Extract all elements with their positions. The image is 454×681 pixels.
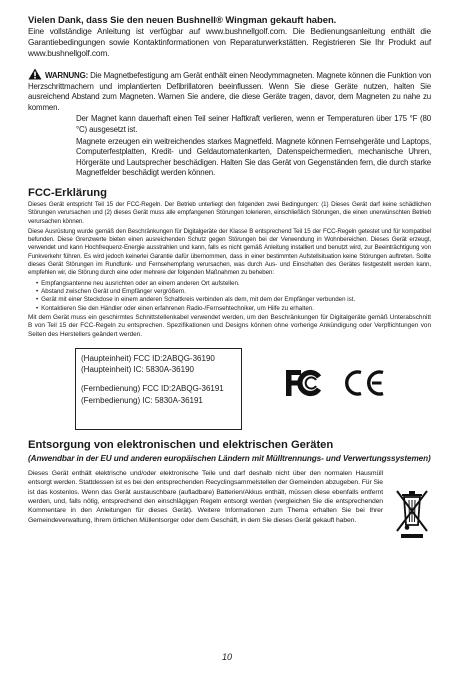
fcc-paragraph-1: Dieses Gerät entspricht Teil 15 der FCC-Regeln. Der Betrieb unterliegt den folgenden zwei Bedingungen: (1) Dieses Gerät darf keine schädlichen Störungen verursachen und (2) dieses Gerät muss alle empfangenen Störungen tolerieren, einschließlich Störungen, die einen unerwünschten Betrieb verursachen können. — [28, 200, 431, 225]
certification-area — [28, 348, 431, 430]
warning-note-magnetic-field: Magnete erzeugen ein weitreichendes starkes Magnetfeld. Magnete können Fernsehgeräte und Laptops, Computerfestplatten, Kredit- und Geldautomatenkarten, Datenspeichermedien, mechanische Uhren, Hörgeräte und Lautsprecher beschädigen. Halten Sie das Gerät von Gegenständen fern, die durch starke Magnetfelder beschädigt werden können. — [76, 136, 431, 178]
main-unit-fcc-id: (Haupteinheit) FCC ID:2ABQG-36190 — [81, 354, 215, 364]
warning-text: Die Magnetbefestigung am Gerät enthält einen Neodymmagneten. Magnete können die Funktion von Herzschrittmachern und implantierten Defibrillatoren beeinflussen. Wenn Sie diese Geräte nutzen, halten Sie ausreichend Abstand zum Magneten. Warnen Sie andere, die diese Geräte tragen, davor, dem Magneten zu nahe zu kommen. — [28, 71, 431, 112]
fcc-heading: FCC-Erklärung — [28, 186, 107, 199]
remote-fcc-id: (Fernbedienung) FCC ID:2ABQG-36191 — [81, 384, 224, 394]
warning-label: WARNUNG: — [45, 71, 89, 80]
intro-text: Eine vollständige Anleitung ist verfügbar auf www.bushnellgolf.com. Die Bedienungsanleitung enthält die Garantiebedingungen sowie Kontaktinformationen von Reparaturwerkstätten. Registrieren Sie Ihr Produkt auf www.bushnellgolf.com. — [28, 26, 431, 58]
list-item: • Empfangsantenne neu ausrichten oder an einem anderen Ort aufstellen. — [36, 280, 431, 288]
fcc-paragraph-3: Mit dem Gerät muss ein geschirmtes Schnittstellenkabel verwendet werden, um den Beschränkungen für Digitalgeräte gemäß Unterabschnitt B von Teil 15 der FCC-Regeln zu entsprechen. Spezifikationen und Designs können ohne vorherige Ankündigung oder Verpflichtungen von Seiten des Herstellers geändert werden. — [28, 313, 431, 338]
warning-note-temperature: Der Magnet kann dauerhaft einen Teil seiner Haftkraft verlieren, wenn er Temperaturen über 175 °F (80 °C) ausgesetzt ist. — [76, 114, 431, 134]
list-item: • Abstand zwischen Gerät und Empfänger vergrößern. — [36, 288, 431, 296]
magnet-warning — [28, 68, 431, 179]
list-item: • Gerät mit einer Steckdose in einem anderen Schaltkreis verbinden als dem, mit dem der Empfänger verbunden ist. — [36, 296, 431, 304]
disposal-subheading: (Anwendbar in der EU und anderen europäischen Ländern mit Mülltrennungs- und Verwertungssystemen) — [28, 454, 431, 464]
main-unit-ic: (Haupteinheit) IC: 5830A-36190 — [81, 365, 194, 375]
disposal-section — [28, 469, 431, 539]
fc-logo-icon — [283, 368, 329, 398]
ce-logo-icon — [341, 368, 387, 398]
disposal-text: Dieses Gerät enthält elektrische und/oder elektronische Teile und darf deshalb nicht über den normalen Hausmüll entsorgt werden. Stattdessen ist es bei den entsprechenden Recyclingsammelstellen der Gemeinden abzugeben. Für Sie ist das kostenlos. Wenn das Gerät austauschbare (aufladbare) Batterien/Akkus enthält, müssen diese ebenfalls entfernt werden, und, falls nötig, entsprechend den einschlägigen Regeln entsorgt werden (vergleichen Sie die entsprechenden Kommentare in den Anleitungen für dieses Gerät). Weitere Informationen zum Thema erhalten Sie bei Ihrer Gemeindeverwaltung, Ihrem örtlichen Müllentsorger oder dem Geschäft, in dem Sie dieses Gerät gekauft haben. — [28, 470, 383, 524]
fcc-ic-id-box — [75, 348, 242, 430]
fcc-paragraph-2: Diese Ausrüstung wurde gemäß den Beschränkungen für Digitalgeräte der Klasse B entsprechend Teil 15 der FCC-Regeln getestet und für kompatibel befunden. Diese Grenzwerte bieten einen ausreichenden Schutz gegen Störungen bei der Verwendung in Wohnbereichen. Dieses Gerät erzeugt, verwendet und kann Hochfrequenz-Energie ausstrahlen und kann, falls es nicht gemäß Anleitung installiert und benutzt wird, zur Beeinträchtigung von Funkverkehr führen. Es wird jedoch keinerlei Garantie dafür übernommen, dass in einer bestimmten Aufstellsituation keine Störungen auftreten. Sollte dieses Gerät Störungen im Rundfunk- und Fernsehempfang verursachen, was durch Aus- und Einschalten des Gerätes festgestellt werden kann, empfehlen wir, die Störung durch eine oder mehrere der folgenden Maßnahmen zu beheben: — [28, 227, 431, 277]
list-item: • Kontaktieren Sie den Händler oder einen erfahrenen Radio-/Fernsehtechniker, um Hilfe zu erhalten. — [36, 305, 431, 313]
remote-ic: (Fernbedienung) IC: 5830A-36191 — [81, 395, 203, 405]
compliance-logos — [283, 368, 387, 398]
warning-notes — [28, 114, 431, 179]
fcc-measures-list — [28, 280, 431, 313]
page-number: 10 — [221, 652, 232, 662]
crossed-out-bin-icon — [394, 487, 430, 539]
warning-triangle-icon — [28, 68, 42, 80]
disposal-heading: Entsorgung von elektronischen und elektrischen Geräten — [28, 439, 334, 452]
intro-title: Vielen Dank, dass Sie den neuen Bushnell® Wingman gekauft haben. — [28, 14, 337, 25]
